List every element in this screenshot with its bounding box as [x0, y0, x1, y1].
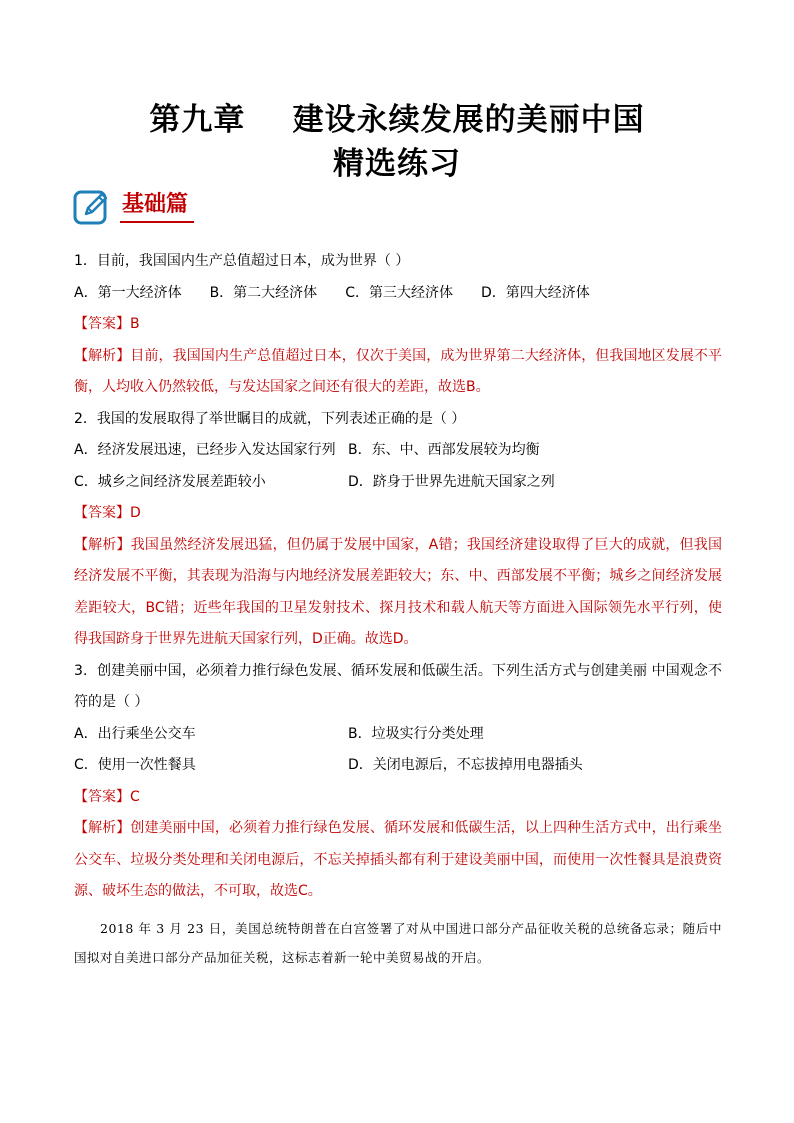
- section-header: [72, 187, 222, 227]
- question-3-option-d: D．关闭电源后，不忘拔掉用电器插头: [348, 757, 583, 773]
- question-1-option-d: D．第四大经济体: [480, 284, 590, 301]
- question-1-option-c: C．第三大经济体: [345, 284, 453, 301]
- answer-value: C: [130, 788, 140, 805]
- question-1-answer: [74, 309, 722, 341]
- analysis-text: 目前，我国国内生产总值超过日本，仅次于美国，成为世界第二大经济体，但我国地区发展不平衡，人均收入仍然较低，与发达国家之间还有很大的差距，故选B。: [74, 347, 723, 395]
- question-1-option-b: B．第二大经济体: [209, 284, 318, 301]
- analysis-text: 创建美丽中国，必须着力推行绿色发展、循环发展和低碳生活，以上四种生活方式中，出行乘坐公交车、垃圾分类处理和关闭电源后，不忘关掉插头都有利于建设美丽中国，而使用一次性餐具是浪费资源、破坏生态的做法，不可取，故选C。: [74, 820, 723, 899]
- analysis-tag: 【解析】: [74, 536, 131, 553]
- analysis-tag: 【解析】: [74, 347, 131, 364]
- question-1-analysis: [74, 341, 722, 404]
- question-3-options: [74, 719, 722, 782]
- reading-passage: 2018 年 3 月 23 日，美国总统特朗普在白宫签署了对从中国进口部分产品征收关税的总统备忘录；随后中国拟对自美进口部分产品加征关税，这标志着新一轮中美贸易战的开启。: [74, 921, 722, 965]
- question-2-option-a: A．经济发展迅速，已经步入发达国家行列: [74, 442, 336, 458]
- question-2-option-b: B．东、中、西部发展较为均衡: [348, 442, 540, 458]
- question-2-answer: [74, 498, 722, 530]
- answer-value: D: [130, 505, 141, 521]
- question-3-stem: 3．创建美丽中国，必须着力推行绿色发展、循环发展和低碳生活。下列生活方式与创建美丽 中国观念不符的是（ ）: [74, 662, 722, 710]
- answer-tag: 【答案】: [74, 316, 130, 332]
- question-2-analysis: [74, 530, 722, 656]
- question-2-option-d: D．跻身于世界先进航天国家之列: [348, 473, 555, 490]
- answer-value: B: [130, 316, 140, 332]
- section-title: 基础篇: [122, 192, 189, 217]
- question-3-option-a: A．出行乘坐公交车: [74, 725, 196, 742]
- title-line-1: 第九章 建设永续发展的美丽中国: [149, 102, 645, 138]
- question-2-options: [74, 435, 722, 498]
- question-1-stem: 1．目前，我国国内生产总值超过日本，成为世界（ ）: [74, 253, 410, 269]
- question-2-stem: 2．我国的发展取得了举世瞩目的成就，下列表述正确的是（ ）: [74, 410, 466, 427]
- section-underline: [120, 221, 194, 223]
- question-1-options: [74, 278, 722, 310]
- question-1-option-a: A．第一大经济体: [74, 284, 182, 301]
- exercise-content: [74, 246, 722, 908]
- question-3-answer: [74, 782, 722, 814]
- question-3-option-b: B．垃圾实行分类处理: [348, 725, 484, 742]
- answer-tag: 【答案】: [74, 505, 130, 521]
- analysis-tag: 【解析】: [74, 820, 131, 836]
- analysis-text: 我国虽然经济发展迅猛，但仍属于发展中国家，A错；我国经济建设取得了巨大的成就，但我国经济发展不平衡，其表现为沿海与内地经济发展差距较大；东、中、西部发展不平衡；城乡之间经济发展差距较大，BC错；近些年我国的卫星发射技术、探月技术和载人航天等方面进入国际领先水平行列，使得我国跻身于世界先进航天国家行列，D正确。故选D。: [74, 536, 722, 647]
- pencil-note-icon: [72, 187, 112, 227]
- document-title: [0, 98, 794, 186]
- question-3-option-c: C．使用一次性餐具: [74, 757, 196, 773]
- answer-tag: 【答案】: [74, 788, 130, 805]
- question-2-option-c: C．城乡之间经济发展差距较小: [74, 473, 266, 490]
- title-line-2: 精选练习: [333, 146, 461, 182]
- question-3-analysis: [74, 813, 722, 908]
